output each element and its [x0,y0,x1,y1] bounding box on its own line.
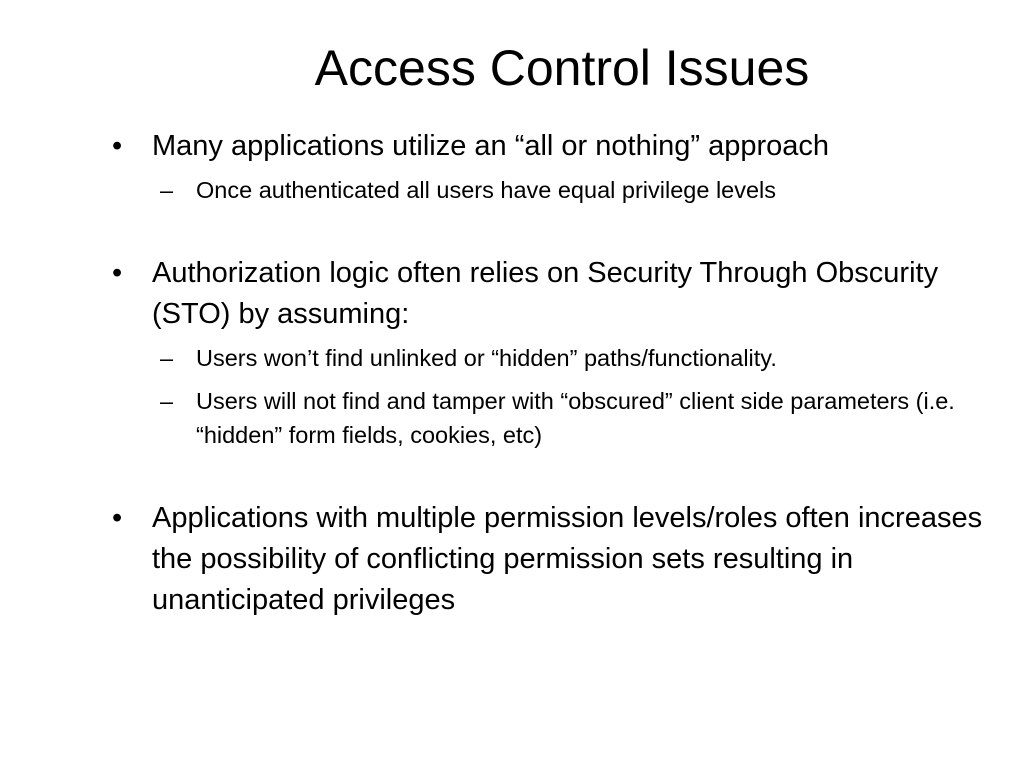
sub-bullet-text: Users will not find and tamper with “obscured” client side parameters (i.e. “hidden” form fields, cookies, etc) [196,388,955,448]
bullet-text: Authorization logic often relies on Security Through Obscurity (STO) by assuming: [152,257,939,330]
bullet-item [112,498,1012,621]
sub-bullet-marker: – [160,345,174,371]
bullet-marker: • [112,257,123,289]
sub-bullet-item [112,384,1012,452]
bullet-item [112,253,1012,335]
slide-title: Access Control Issues [314,40,810,96]
slide-content [112,126,1012,621]
bullet-marker: • [112,502,123,534]
bullet-marker: • [112,130,123,162]
sub-bullet-marker: – [160,388,174,414]
bullet-text: Many applications utilize an “all or nothing” approach [152,130,830,162]
bullet-item [112,126,1012,167]
bullet-text: Applications with multiple permission levels/roles often increases the possibility of conflicting permission sets resulting in unanticipated privileges [152,502,983,616]
sub-bullet-marker: – [160,177,174,203]
sub-bullet-text: Users won’t find unlinked or “hidden” paths/functionality. [196,345,777,371]
sub-bullet-item [112,341,1012,375]
sub-bullet-text: Once authenticated all users have equal privilege levels [196,177,777,203]
sub-bullet-item [112,173,1012,207]
